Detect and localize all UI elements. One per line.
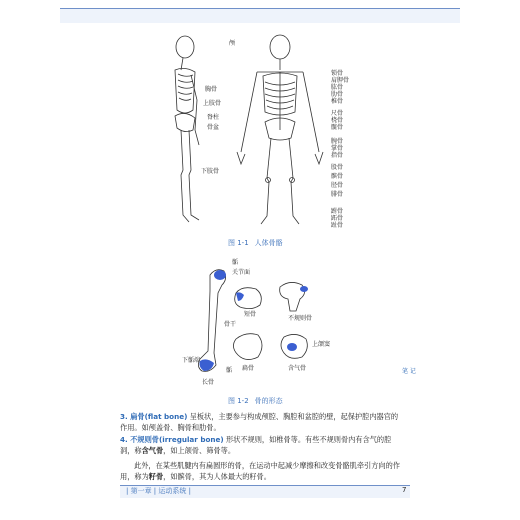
skeleton-illustration bbox=[145, 30, 385, 235]
label-epiphysis-top: 骺 bbox=[232, 259, 239, 266]
notes-label: 笔 记 bbox=[402, 368, 416, 375]
label-metatarsal: 跖骨 bbox=[331, 215, 344, 222]
paragraph-irregular-bone bbox=[120, 435, 400, 456]
page-number: 7 bbox=[402, 486, 407, 494]
label-articular-surface: 关节面 bbox=[232, 269, 251, 276]
figure2-caption bbox=[228, 396, 283, 406]
label-pelvis: 骨盆 bbox=[207, 124, 220, 131]
figure2-caption-number: 图 1-2 bbox=[228, 397, 249, 405]
figure1-caption-title: 人体骨骼 bbox=[254, 239, 283, 247]
label-ulna: 尺骨 bbox=[331, 110, 344, 117]
figure1-caption bbox=[228, 238, 283, 248]
label-pneumatic-bone: 含气骨 bbox=[288, 365, 307, 372]
label-flat-bone: 扁骨 bbox=[242, 365, 255, 372]
heading-irregular-bone: 4. 不规则骨(irregular bone) bbox=[120, 435, 224, 444]
label-metacarpal: 掌骨 bbox=[331, 145, 344, 152]
footer-chapter: | 第一章 | 运动系统 | bbox=[126, 487, 191, 495]
label-long-bone: 长骨 bbox=[202, 379, 215, 386]
label-femur: 股骨 bbox=[331, 164, 344, 171]
label-phalanx: 指骨 bbox=[331, 152, 344, 159]
label-lower-limb: 下肢骨 bbox=[201, 168, 220, 175]
figure2-caption-title: 骨的形态 bbox=[254, 397, 283, 405]
label-spine: 脊柱 bbox=[207, 114, 220, 121]
label-patella: 髌骨 bbox=[331, 173, 344, 180]
label-toe-phalanx: 趾骨 bbox=[331, 222, 344, 229]
label-maxillary-sinus: 上颌窦 bbox=[312, 341, 331, 348]
figure1-caption-number: 图 1-1 bbox=[228, 239, 249, 247]
label-irregular-bone: 不规则骨 bbox=[288, 315, 313, 322]
term-sesamoid: 籽骨 bbox=[148, 471, 164, 481]
label-carpal: 腕骨 bbox=[331, 138, 344, 145]
label-epiphysis-bottom: 骺 bbox=[226, 367, 233, 374]
label-skull: 颅 bbox=[229, 40, 236, 47]
label-vertebra: 椎骨 bbox=[331, 98, 344, 105]
text-flat-bone: 呈板状，主要参与构成颅腔、胸腔和盆腔的壁，起保护腔内器官的作用。如颅盖骨、胸骨和肋骨。 bbox=[120, 412, 399, 432]
label-sternum: 胸骨 bbox=[205, 86, 218, 93]
label-lower-epiphysis: 下骺端 bbox=[182, 357, 201, 364]
label-scapula: 肩胛骨 bbox=[331, 77, 350, 84]
term-pneumatic-bone: 含气骨 bbox=[141, 445, 164, 455]
paragraph-sesamoid bbox=[120, 461, 400, 482]
label-rib: 肋骨 bbox=[331, 91, 344, 98]
text-sesamoid-2: ，如髌骨，其为人体最大的籽骨。 bbox=[163, 471, 271, 481]
label-tibia: 胫骨 bbox=[331, 182, 344, 189]
top-rule bbox=[60, 8, 460, 23]
label-short-bone: 短骨 bbox=[244, 311, 257, 318]
label-humerus: 肱骨 bbox=[331, 84, 344, 91]
figure-skeleton bbox=[145, 30, 385, 235]
label-fibula: 腓骨 bbox=[331, 191, 344, 198]
label-shaft: 骨干 bbox=[224, 321, 237, 328]
text-irregular-bone-2: ，如上颌骨、筛骨等。 bbox=[163, 445, 236, 455]
text-sesamoid-1: 此外，在某些肌腱内有扁圆形的骨，在运动中起减少摩擦和改变骨骼肌牵引方向的作用，称为 bbox=[120, 461, 400, 481]
label-upper-limb: 上肢骨 bbox=[203, 100, 222, 107]
figure-bone-shapes bbox=[180, 253, 340, 391]
label-tarsal: 跗骨 bbox=[331, 208, 344, 215]
label-clavicle: 锁骨 bbox=[331, 70, 344, 77]
heading-flat-bone: 3. 扁骨(flat bone) bbox=[120, 412, 188, 421]
text-irregular-bone-1: 形状不规则，如椎骨等。有些不规则骨内有含气的腔洞，称 bbox=[120, 435, 392, 455]
paragraph-flat-bone bbox=[120, 412, 400, 433]
bone-shapes-illustration bbox=[180, 253, 340, 391]
label-radius: 桡骨 bbox=[331, 117, 344, 124]
label-hip-bone: 髋骨 bbox=[331, 124, 344, 131]
